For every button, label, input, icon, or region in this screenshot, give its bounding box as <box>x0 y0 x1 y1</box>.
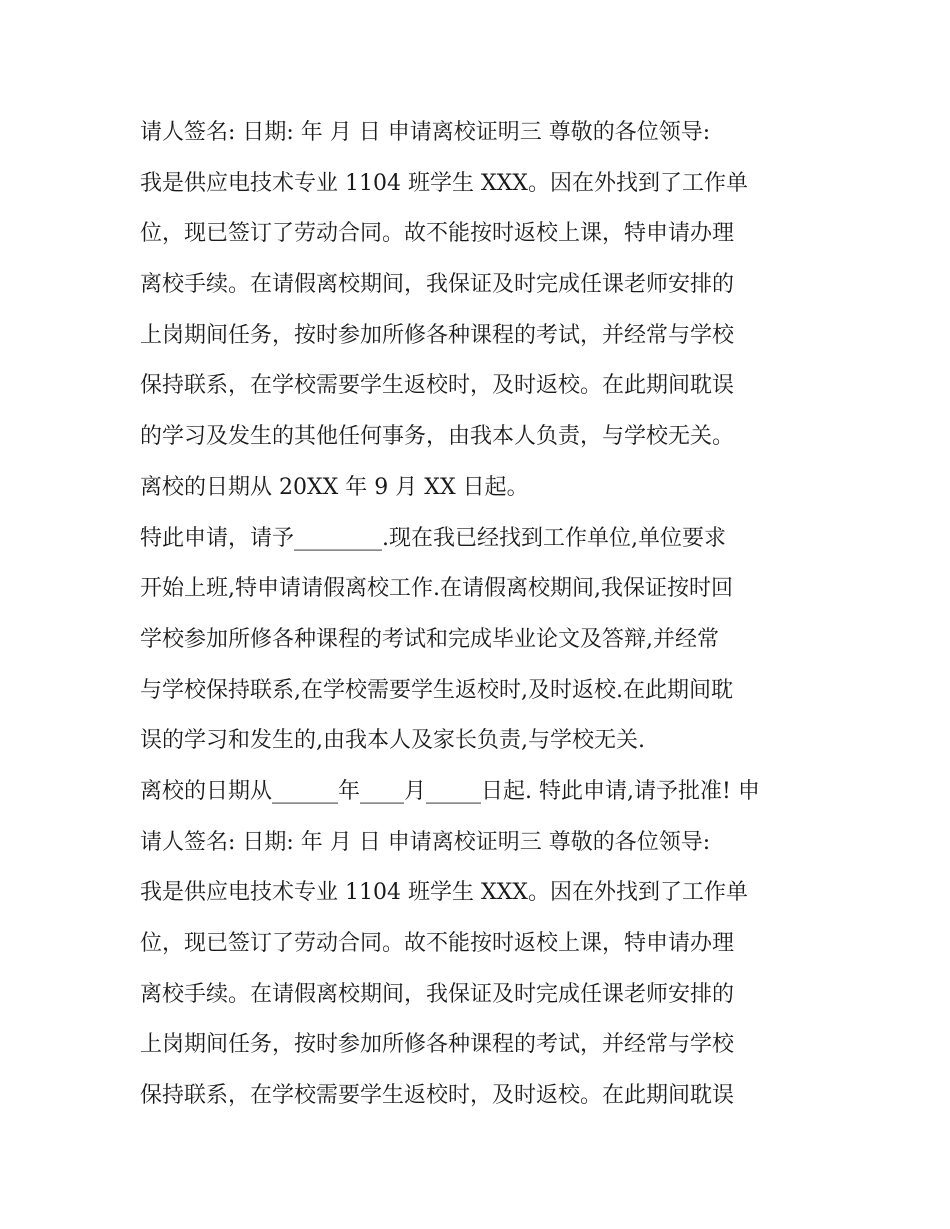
text-line: 上岗期间任务，按时参加所修各种课程的考试，并经常与学校 <box>140 322 735 348</box>
text-line: 我是供应电技术专业 1104 班学生 XXX。因在外找到了工作单 <box>140 880 748 906</box>
text-line: 离校的日期从______年____月_____日起. 特此申请,请予批准! 申 <box>140 778 760 804</box>
text-line: 请人签名: 日期: 年 月 日 申请离校证明三 尊敬的各位领导: <box>140 829 711 855</box>
text-line: 离校手续。在请假离校期间，我保证及时完成任课老师安排的 <box>140 272 735 298</box>
text-line: 特此申请，请予________.现在我已经找到工作单位,单位要求 <box>140 525 726 551</box>
text-line: 与学校保持联系,在学校需要学生返校时,及时返校.在此期间耽 <box>140 677 733 703</box>
text-line: 位，现已签订了劳动合同。故不能按时返校上课，特申请办理 <box>140 931 735 956</box>
text-line: 上岗期间任务，按时参加所修各种课程的考试，并经常与学校 <box>140 1032 735 1058</box>
text-line: 保持联系，在学校需要学生返校时，及时返校。在此期间耽误 <box>140 1083 735 1109</box>
text-line: 开始上班,特申请请假离校工作.在请假离校期间,我保证按时回 <box>140 576 733 602</box>
text-line: 位，现已签订了劳动合同。故不能按时返校上课，特申请办理 <box>140 221 735 247</box>
text-line: 的学习及发生的其他任何事务，由我本人负责，与学校无关。 <box>140 424 735 450</box>
text-line: 误的学习和发生的,由我本人及家长负责,与学校无关. <box>140 728 645 754</box>
text-line: 请人签名: 日期: 年 月 日 申请离校证明三 尊敬的各位领导: <box>140 120 711 145</box>
text-line: 我是供应电技术专业 1104 班学生 XXX。因在外找到了工作单 <box>140 170 748 196</box>
text-line: 学校参加所修各种课程的考试和完成毕业论文及答辩,并经常 <box>140 626 719 652</box>
text-line: 离校手续。在请假离校期间，我保证及时完成任课老师安排的 <box>140 981 735 1007</box>
document-body <box>140 108 820 1122</box>
text-line: 保持联系，在学校需要学生返校时，及时返校。在此期间耽误 <box>140 373 735 399</box>
text-line: 离校的日期从 20XX 年 9 月 XX 日起。 <box>140 474 529 500</box>
